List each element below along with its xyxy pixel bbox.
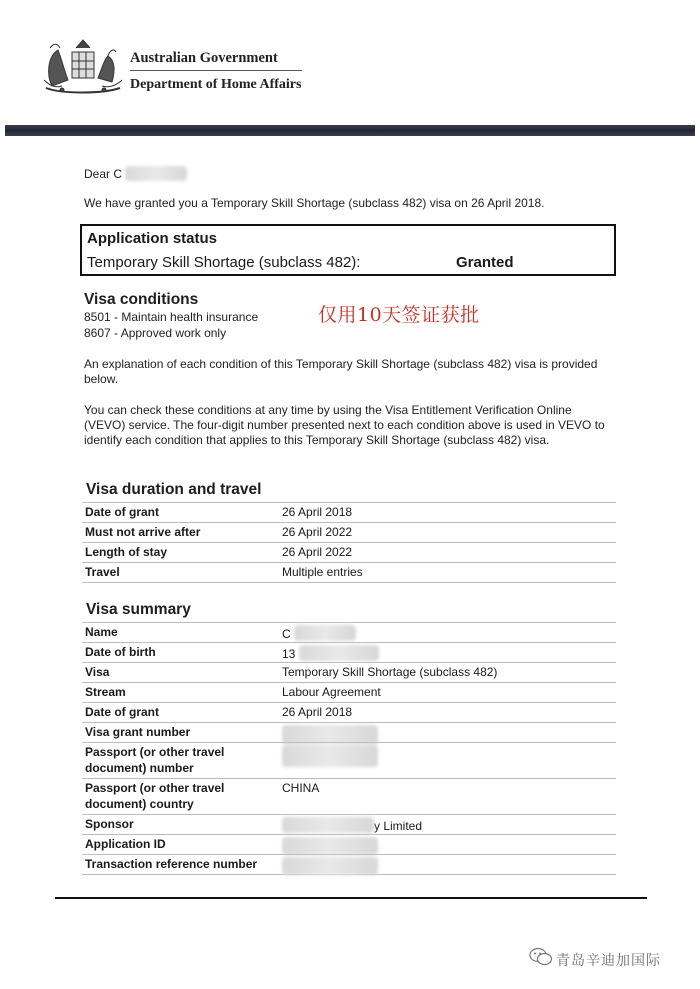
table-row <box>82 742 616 778</box>
redacted-name <box>294 625 356 641</box>
table-row <box>82 854 616 874</box>
row-label: Date of grant <box>85 505 160 519</box>
table-row <box>82 814 616 834</box>
duration-title: Visa duration and travel <box>86 481 262 498</box>
row-label: Visa <box>85 665 110 679</box>
footer-rule <box>55 897 647 899</box>
row-label: Date of birth <box>85 645 156 659</box>
redacted-dob <box>299 645 379 661</box>
row-label: Passport (or other travel document) country <box>85 781 225 811</box>
redacted-name <box>125 166 187 181</box>
department-name: Department of Home Affairs <box>130 77 302 92</box>
table-row <box>82 642 616 662</box>
row-label: Visa grant number <box>85 725 191 739</box>
watermark-text: 青岛辛迪加国际 <box>556 952 661 968</box>
table-row <box>82 622 616 642</box>
row-value: 26 April 2018 <box>282 505 353 519</box>
conditions-title: Visa conditions <box>84 291 199 308</box>
row-value: Labour Agreement <box>282 685 381 699</box>
table-bottom-rule <box>82 582 616 583</box>
row-value: Temporary Skill Shortage (subclass 482) <box>282 665 498 679</box>
redacted-transaction-ref <box>282 857 378 875</box>
name-value: C <box>282 627 291 641</box>
redacted-application-id <box>282 837 378 855</box>
dob-value: 13 <box>282 647 296 661</box>
duration-table <box>82 502 616 583</box>
table-row <box>82 542 616 562</box>
table-row <box>82 502 616 522</box>
redacted-sponsor <box>282 817 374 833</box>
row-value: 26 April 2018 <box>282 705 353 719</box>
table-row <box>82 522 616 542</box>
table-row <box>82 662 616 682</box>
table-row <box>82 778 616 814</box>
coat-of-arms-logo <box>42 34 124 100</box>
row-label: Transaction reference number <box>85 857 258 871</box>
condition-item: 8607 - Approved work only <box>84 326 227 340</box>
row-value: 26 April 2022 <box>282 545 353 559</box>
greeting-text: Dear C <box>84 167 123 181</box>
row-value <box>282 745 378 772</box>
explanation-text: An explanation of each condition of this Temporary Skill Shortage (subclass 482) visa is provided below. <box>84 357 598 386</box>
row-label: Application ID <box>85 837 166 851</box>
header-divider <box>130 70 302 71</box>
summary-title: Visa summary <box>86 601 191 618</box>
status-visa: Temporary Skill Shortage (subclass 482): <box>87 254 361 271</box>
approval-annotation: 仅用10天签证获批 <box>318 304 480 326</box>
redacted-passport-number <box>282 745 378 767</box>
row-value <box>282 857 378 880</box>
row-label: Sponsor <box>85 817 134 831</box>
row-value: 26 April 2022 <box>282 525 353 539</box>
application-status-box <box>80 224 616 276</box>
row-label: Name <box>85 625 118 639</box>
row-value: Multiple entries <box>282 565 363 579</box>
wechat-icon <box>529 947 553 967</box>
table-row <box>82 702 616 722</box>
row-label: Length of stay <box>85 545 168 559</box>
table-row <box>82 834 616 854</box>
row-value: CHINA <box>282 781 320 795</box>
table-row <box>82 562 616 582</box>
row-label: Travel <box>85 565 120 579</box>
government-name: Australian Government <box>130 50 278 66</box>
row-label: Passport (or other travel document) number <box>85 745 225 775</box>
intro-text: We have granted you a Temporary Skill Shortage (subclass 482) visa on 26 April 2018. <box>84 196 545 210</box>
status-value: Granted <box>456 254 514 271</box>
row-value <box>282 817 422 835</box>
row-label: Date of grant <box>85 705 160 719</box>
condition-item: 8501 - Maintain health insurance <box>84 310 259 324</box>
sponsor-value: y Limited <box>374 819 423 833</box>
table-row <box>82 722 616 742</box>
row-value <box>282 645 379 663</box>
header-band <box>5 125 695 136</box>
row-label: Must not arrive after <box>85 525 201 539</box>
greeting <box>84 166 187 182</box>
vevo-text: You can check these conditions at any time by using the Visa Entitlement Verification Online (VEVO) service. The four-digit number presented next to each condition above is used in VEVO to identify each condition that applies to this Temporary Skill Shortage (subclass 482) visa. <box>84 403 605 447</box>
status-title: Application status <box>87 230 218 247</box>
table-row <box>82 682 616 702</box>
row-label: Stream <box>85 685 126 699</box>
row-value <box>282 625 356 643</box>
summary-table <box>82 622 616 875</box>
